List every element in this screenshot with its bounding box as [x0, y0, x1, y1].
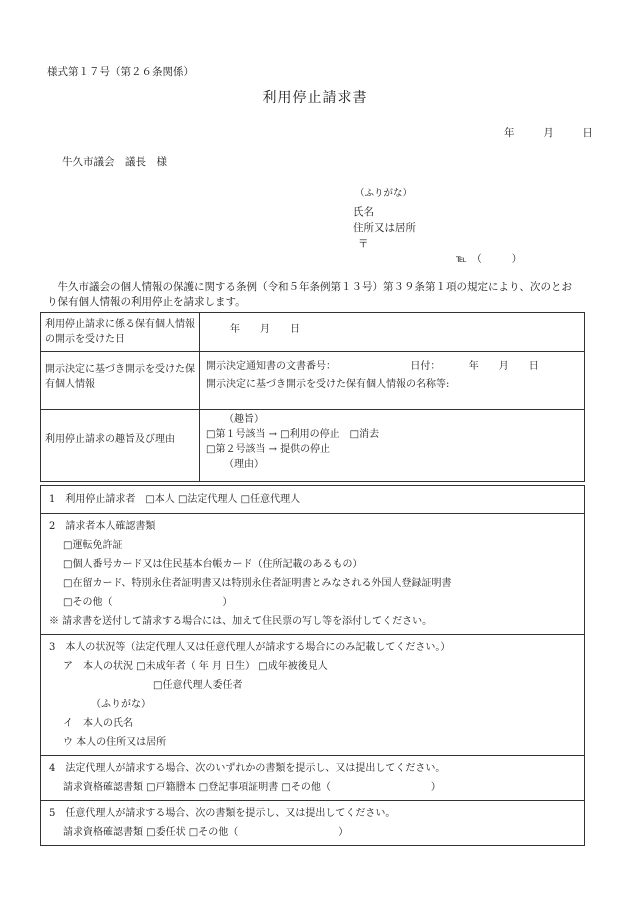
section-principal-status [41, 635, 585, 756]
decision-date-label: 日付： [410, 361, 441, 372]
purpose-label: （趣旨） [224, 414, 264, 425]
form-number: 様式第１７号（第２６条関係） [47, 66, 194, 78]
date-month: 月 [543, 127, 554, 139]
requester-type-text[interactable]: 1 利用停止請求者 □本人 □法定代理人 □任意代理人 [41, 486, 585, 514]
voluntary-agent-docs[interactable]: 請求資格確認書類 □委任状 □その他（ ） [63, 827, 349, 838]
principal-name-label: イ 本人の氏名 [63, 718, 133, 729]
disclosure-date-row [41, 313, 585, 352]
requester-furigana-label: （ふりがな） [355, 188, 413, 199]
id-doc-item[interactable]: □その他（ ） [63, 597, 233, 608]
decision-date-value: 年 月 日 [468, 361, 539, 372]
reason-label: （理由） [224, 459, 264, 470]
request-details-table [40, 312, 585, 482]
requester-postal-label: 〒 [358, 238, 369, 250]
disclosed-info-row [41, 352, 585, 410]
request-date [504, 127, 593, 140]
section-voluntary-agent [41, 801, 585, 846]
requester-address-label: 住所又は居所 [353, 222, 416, 234]
id-documents-title: 2 請求者本人確認書類 [49, 521, 156, 532]
requester-info-table [40, 485, 585, 846]
principal-status-options[interactable]: ア 本人の状況 □未成年者（ 年 月 日生） □成年被後見人 [63, 661, 328, 672]
principal-status-options-2[interactable]: □任意代理人委任者 [153, 680, 243, 691]
legal-agent-docs[interactable]: 請求資格確認書類 □戸籍謄本 □登記事項証明書 □その他（ ） [63, 782, 441, 793]
disclosed-info-name-label: 開示決定に基づき開示を受けた保有個人情報の名称等: [206, 379, 450, 390]
purpose-reason-label: 利用停止請求の趣旨及び理由 [41, 410, 200, 482]
principal-status-title: 3 本人の状況等（法定代理人又は任意代理人が請求する場合にのみ記載してください。） [49, 642, 451, 653]
purpose-reason-value [200, 410, 585, 482]
addressee: 牛久市議会 議長 様 [62, 156, 167, 168]
section-id-documents [41, 514, 585, 635]
date-day: 日 [582, 127, 593, 139]
document-title: 利用停止請求書 [262, 90, 368, 106]
date-year: 年 [504, 127, 515, 139]
id-doc-item[interactable]: □在留カード、特別永住者証明書又は特別永住者証明書とみなされる外国人登録証明書 [63, 578, 452, 589]
disclosed-info-value [200, 352, 585, 410]
requester-name-label: 氏名 [353, 206, 374, 218]
requester-tel-label: ℡ （ ） [456, 254, 522, 265]
id-documents-note: ※ 請求書を送付して請求する場合には、加えて住民票の写し等を添付してください。 [49, 616, 433, 627]
principal-address-label: ウ 本人の住所又は居所 [63, 737, 167, 748]
intro-paragraph: 牛久市議会の個人情報の保護に関する条例（令和５年条例第１３号）第３９条第１項の規定により、次のとおり保有個人情報の利用停止を請求します。 [47, 281, 572, 308]
disclosure-date-value: 年 月 日 [200, 313, 585, 352]
disclosure-date-label: 利用停止請求に係る保有個人情報の開示を受けた日 [41, 313, 200, 352]
section-requester-type [41, 486, 585, 514]
decision-doc-number-label: 開示決定通知書の文書番号： [206, 361, 336, 372]
voluntary-agent-title: 5 任意代理人が請求する場合、次の書類を提示し、又は提出してください。 [49, 808, 396, 819]
section-legal-agent [41, 756, 585, 801]
legal-agent-title: 4 法定代理人が請求する場合、次のいずれかの書類を提示し、又は提出してください。 [49, 763, 446, 774]
purpose-reason-row [41, 410, 585, 482]
id-doc-item[interactable]: □個人番号カード又は住民基本台帳カード（住所記載のあるもの） [63, 559, 363, 570]
option-item-2[interactable]: □第２号該当 → 提供の停止 [206, 444, 331, 455]
disclosed-info-label: 開示決定に基づき開示を受けた保有個人情報 [41, 352, 200, 410]
id-doc-item[interactable]: □運転免許証 [63, 540, 123, 551]
option-item-1[interactable]: □第１号該当 → □利用の停止 □消去 [206, 429, 380, 440]
principal-furigana-label: （ふりがな） [91, 699, 151, 710]
